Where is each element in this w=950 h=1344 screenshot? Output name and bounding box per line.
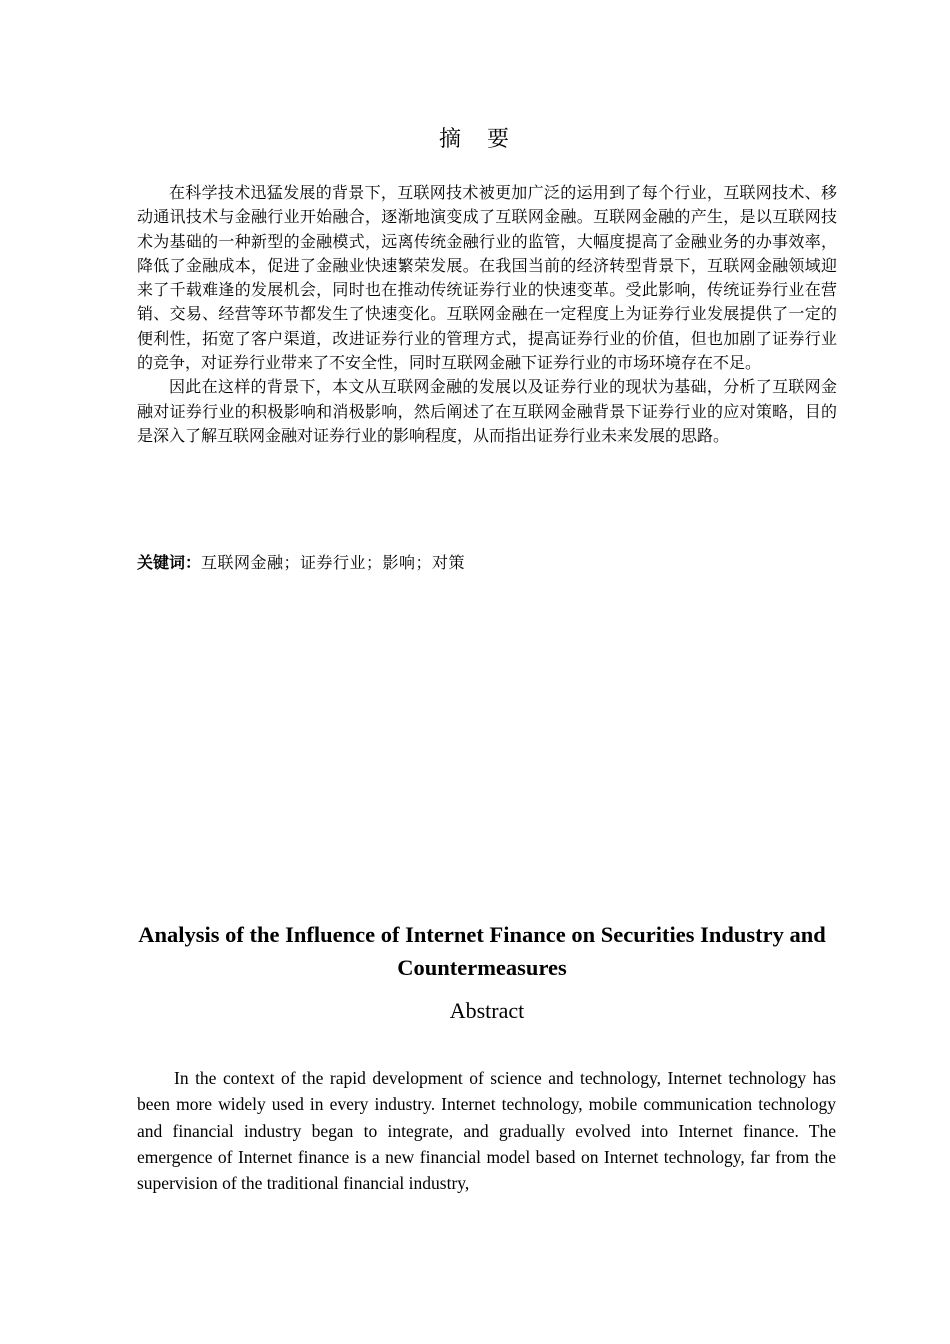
english-paragraph-1: In the context of the rapid development of science and technology, Internet technology has been more widely used in every industry. Internet technology, mobile communication technology and financial industry began to integrate, and gradually evolved into Internet finance. The emergence of Internet finance is a new financial model based on Internet technology, far from the supervision of the traditional financial industry,: [137, 1068, 836, 1194]
english-paper-title: Analysis of the Influence of Internet Finance on Securities Industry and Countermeasures: [138, 922, 826, 980]
chinese-abstract-title: 摘要: [438, 127, 535, 152]
english-abstract-body: [137, 1065, 836, 1196]
chinese-paragraph-2: 因此在这样的背景下，本文从互联网金融的发展以及证券行业的现状为基础，分析了互联网金融对证券行业的积极影响和消极影响，然后阐述了在互联网金融背景下证券行业的应对策略，目的是深入了解互联网金融对证券行业的影响程度，从而指出证券行业未来发展的思路。: [137, 377, 837, 445]
chinese-paragraph-1: 在科学技术迅猛发展的背景下，互联网技术被更加广泛的运用到了每个行业，互联网技术、移动通讯技术与金融行业开始融合，逐渐地演变成了互联网金融。互联网金融的产生，是以互联网技术为基础的一种新型的金融模式，远离传统金融行业的监管，大幅度提高了金融业务的办事效率，降低了金融成本，促进了金融业快速繁荣发展。在我国当前的经济转型背景下，互联网金融领域迎来了千载难逢的发展机会，同时也在推动传统证券行业的快速变革。受此影响，传统证券行业在营销、交易、经营等环节都发生了快速变化。互联网金融在一定程度上为证券行业发展提供了一定的便利性，拓宽了客户渠道，改进证券行业的管理方式，提高证券行业的价值，但也加剧了证券行业的竞争，对证券行业带来了不安全性，同时互联网金融下证券行业的市场环境存在不足。: [137, 183, 837, 373]
chinese-abstract-body: [137, 181, 837, 448]
english-abstract-heading: Abstract: [449, 998, 525, 1023]
chinese-keywords: [137, 551, 465, 575]
keywords-text: 互联网金融；证券行业；影响；对策: [201, 553, 466, 572]
keywords-label: 关键词：: [137, 553, 202, 572]
